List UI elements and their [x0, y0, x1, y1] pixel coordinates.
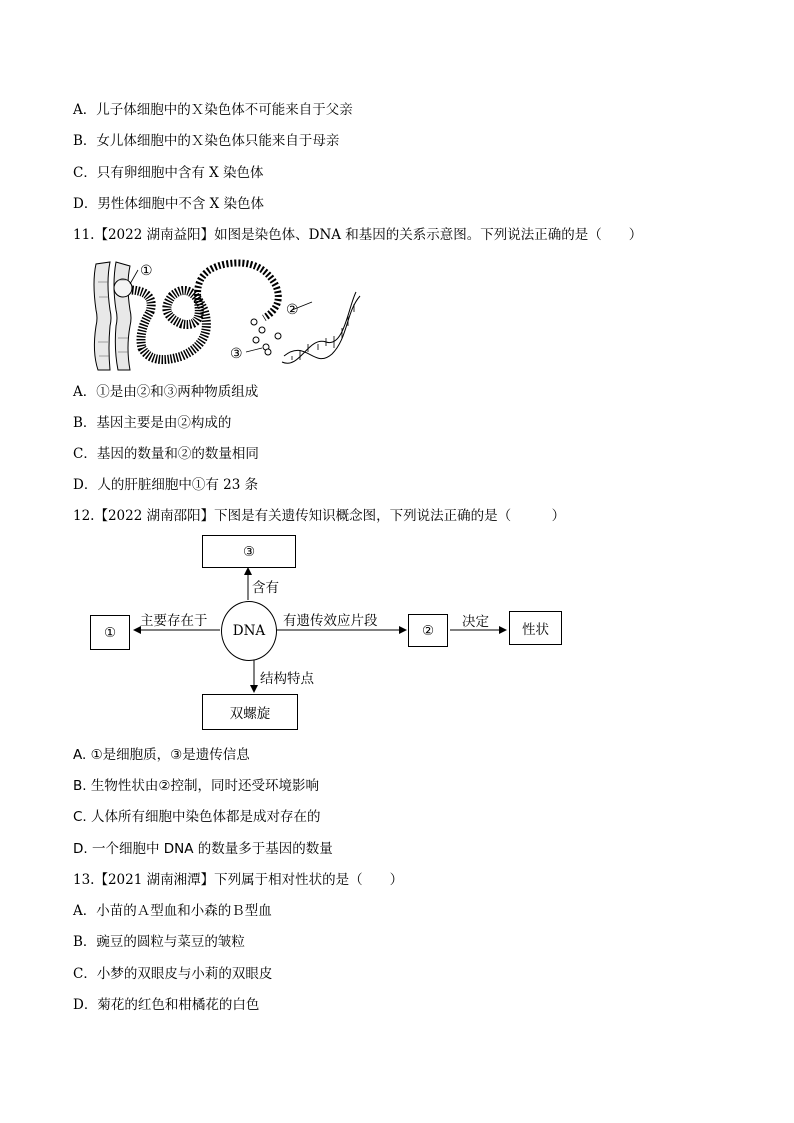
q12-option-a: A. ①是细胞质，③是遗传信息 [73, 747, 250, 763]
concept-box-3: ③ [202, 535, 296, 568]
q11-option-d: D．人的肝脏细胞中①有 23 条 [73, 477, 259, 493]
figure-label-2: ② [286, 302, 299, 318]
q12-option-d: D. 一个细胞中 DNA 的数量多于基因的数量 [73, 841, 333, 857]
chromosome-dna-gene-figure [86, 252, 366, 374]
q11-option-a: A．①是由②和③两种物质组成 [73, 384, 259, 400]
q10-option-d: D．男性体细胞中不含 X 染色体 [73, 196, 265, 212]
coiled-fiber-illustration [132, 263, 278, 360]
label-gene-segment: 有遗传效应片段 [283, 613, 378, 629]
concept-box-1: ① [90, 615, 130, 650]
q12-option-c: C. 人体所有细胞中染色体都是成对存在的 [73, 809, 321, 825]
concept-box-2: ② [408, 614, 448, 647]
q13-stem: 13.【2021 湖南湘潭】下列属于相对性状的是（ ） [73, 872, 404, 888]
q10-option-c: C．只有卵细胞中含有 X 染色体 [73, 165, 264, 181]
q12-option-b: B. 生物性状由②控制，同时还受环境影响 [73, 778, 319, 794]
label-mainly-in: 主要存在于 [140, 613, 208, 629]
q11-option-c: C．基因的数量和②的数量相同 [73, 446, 259, 462]
label-contains: 含有 [252, 580, 279, 596]
figure-label-3: ③ [230, 346, 243, 362]
q13-option-c: C．小梦的双眼皮与小莉的双眼皮 [73, 966, 273, 982]
dna-ellipse: DNA [221, 601, 277, 661]
label-structure: 结构特点 [260, 671, 314, 687]
figure-label-1: ① [140, 263, 153, 279]
q13-option-d: D．菊花的红色和柑橘花的白色 [73, 997, 260, 1013]
q13-option-a: A．小苗的Ａ型血和小森的Ｂ型血 [73, 903, 272, 919]
q11-stem: 11.【2022 湖南益阳】如图是染色体、DNA 和基因的关系示意图。下列说法正确的是（ ） [73, 227, 643, 243]
q13-option-b: B．豌豆的圆粒与菜豆的皱粒 [73, 934, 245, 950]
q12-stem: 12.【2022 湖南邵阳】下图是有关遗传知识概念图，下列说法正确的是（ ） [73, 508, 566, 524]
concept-box-trait: 性状 [509, 611, 562, 645]
q10-option-b: B．女儿体细胞中的Ｘ染色体只能来自于母亲 [73, 133, 340, 149]
q11-option-b: B．基因主要是由②构成的 [73, 415, 232, 431]
label-decides: 决定 [462, 614, 489, 630]
chromosome-illustration [94, 262, 132, 370]
q10-option-a: A．儿子体细胞中的Ｘ染色体不可能来自于父亲 [73, 102, 353, 118]
concept-box-helix: 双螺旋 [202, 694, 298, 730]
